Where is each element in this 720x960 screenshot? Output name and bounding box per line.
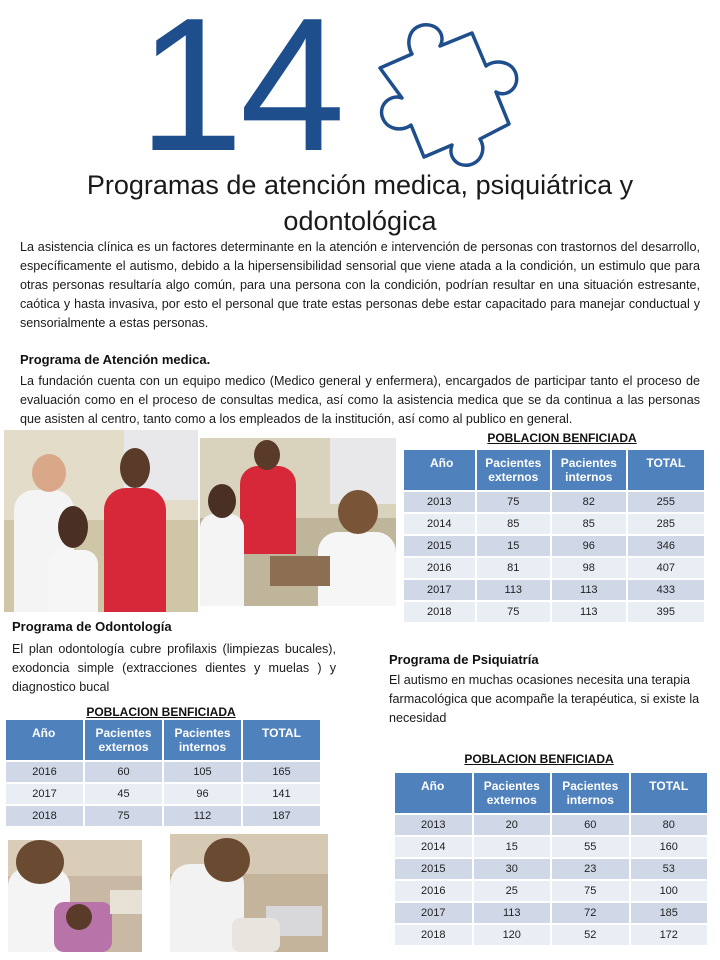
table-cell: 2017 [395,903,472,923]
table-cell: 2015 [395,859,472,879]
dental-table [4,718,322,828]
table-cell: 98 [552,558,626,578]
column-header: Pacientes externos [474,773,551,813]
table-cell: 85 [477,514,551,534]
table-cell: 2013 [395,815,472,835]
table-cell: 2017 [6,784,83,804]
table-cell: 15 [477,536,551,556]
table-cell: 96 [552,536,626,556]
table-cell: 2014 [395,837,472,857]
column-header: Año [6,720,83,760]
table-cell: 160 [631,837,708,857]
table-cell: 82 [552,492,626,512]
column-header: Pacientes internos [552,450,626,490]
table-row [404,536,704,556]
table-cell: 30 [474,859,551,879]
table-cell: 2018 [395,925,472,945]
table-cell: 2015 [404,536,475,556]
page-number: 14 [138,0,342,191]
table-row [395,859,707,879]
table-cell: 395 [628,602,704,622]
table-cell: 2018 [404,602,475,622]
table-cell: 2016 [6,762,83,782]
medical-paragraph: La fundación cuenta con un equipo medico (Medico general y enfermera), encargados de participar tanto el proceso de evaluación como en el proceso de consultas medica, así como la asistencia medica que se da continua a las personas que asisten al centro, tanto como a los empleados de la institución, así como al publico en general. [20,374,700,426]
table-row [395,837,707,857]
table-cell: 2013 [404,492,475,512]
medical-heading: Programa de Atención medica. [20,352,211,367]
table-cell: 113 [552,602,626,622]
table-header-row [395,773,707,813]
table-row [404,580,704,600]
table-row [395,903,707,923]
table-cell: 2018 [6,806,83,826]
page-title: Programas de atención medica, psiquiátrica y odontológica [86,170,634,236]
table-cell: 80 [631,815,708,835]
table-row [404,602,704,622]
table-cell: 2016 [404,558,475,578]
table-cell: 113 [552,580,626,600]
table-cell: 285 [628,514,704,534]
column-header: TOTAL [628,450,704,490]
psychiatry-table-title: POBLACION BENFICIADA [464,752,614,766]
table-cell: 60 [85,762,162,782]
table-row [6,762,320,782]
table-cell: 75 [477,492,551,512]
table-cell: 165 [243,762,320,782]
table-cell: 96 [164,784,241,804]
table-cell: 113 [474,903,551,923]
table-cell: 407 [628,558,704,578]
table-cell: 75 [552,881,629,901]
table-cell: 81 [477,558,551,578]
table-cell: 15 [474,837,551,857]
table-row [6,806,320,826]
table-cell: 187 [243,806,320,826]
psychiatry-paragraph: El autismo en muchas ocasiones necesita una terapia farmacológica que acompañe la terapéutica, si existe la necesidad [389,673,700,725]
table-cell: 2017 [404,580,475,600]
table-cell: 105 [164,762,241,782]
table-row [395,925,707,945]
table-cell: 20 [474,815,551,835]
table-cell: 433 [628,580,704,600]
table-header-row [404,450,704,490]
table-row [404,558,704,578]
table-cell: 172 [631,925,708,945]
psychiatry-table [393,771,709,947]
medical-photo-1 [4,430,198,612]
table-cell: 2016 [395,881,472,901]
table-cell: 185 [631,903,708,923]
table-cell: 72 [552,903,629,923]
dental-photo-2 [170,834,328,952]
table-row [395,881,707,901]
medical-photo-2 [200,438,396,606]
table-cell: 25 [474,881,551,901]
table-cell: 100 [631,881,708,901]
column-header: TOTAL [631,773,708,813]
table-cell: 85 [552,514,626,534]
dental-heading: Programa de Odontología [12,619,172,634]
column-header: Pacientes internos [164,720,241,760]
table-cell: 45 [85,784,162,804]
column-header: Pacientes internos [552,773,629,813]
table-cell: 112 [164,806,241,826]
table-cell: 75 [477,602,551,622]
table-cell: 346 [628,536,704,556]
table-header-row [6,720,320,760]
table-row [404,492,704,512]
medical-table-title: POBLACION BENFICIADA [487,431,637,445]
dental-paragraph: El plan odontología cubre profilaxis (limpiezas bucales), exodoncia simple (extracciones dientes y muelas ) y diagnostico bucal [12,642,336,694]
column-header: Año [395,773,472,813]
medical-table [402,448,706,624]
table-cell: 75 [85,806,162,826]
table-cell: 52 [552,925,629,945]
table-cell: 60 [552,815,629,835]
dental-photo-1 [8,840,142,952]
table-cell: 141 [243,784,320,804]
dental-table-title: POBLACION BENFICIADA [86,705,236,719]
table-cell: 55 [552,837,629,857]
column-header: Pacientes externos [477,450,551,490]
table-row [404,514,704,534]
table-cell: 255 [628,492,704,512]
column-header: Año [404,450,475,490]
table-cell: 23 [552,859,629,879]
intro-paragraph: La asistencia clínica es un factores determinante en la atención e intervención de personas con trastornos del desarrollo, específicamente el autismo, debido a la hipersensibilidad sensorial que viene atada a la condición, un estimulo que para otras personas resultaría algo común, para una persona con la condición, podrían resultar en una situación estresante, caótica y hasta invasiva, por esto el personal que trate estas personas debe estar capacitado para manejar conductual y sensorialmente a estas personas. [20,240,700,330]
table-row [395,815,707,835]
table-cell: 113 [477,580,551,600]
puzzle-piece-icon [368,14,528,170]
table-cell: 120 [474,925,551,945]
table-cell: 53 [631,859,708,879]
column-header: Pacientes externos [85,720,162,760]
psychiatry-heading: Programa de Psiquiatría [389,652,539,667]
table-row [6,784,320,804]
table-cell: 2014 [404,514,475,534]
column-header: TOTAL [243,720,320,760]
